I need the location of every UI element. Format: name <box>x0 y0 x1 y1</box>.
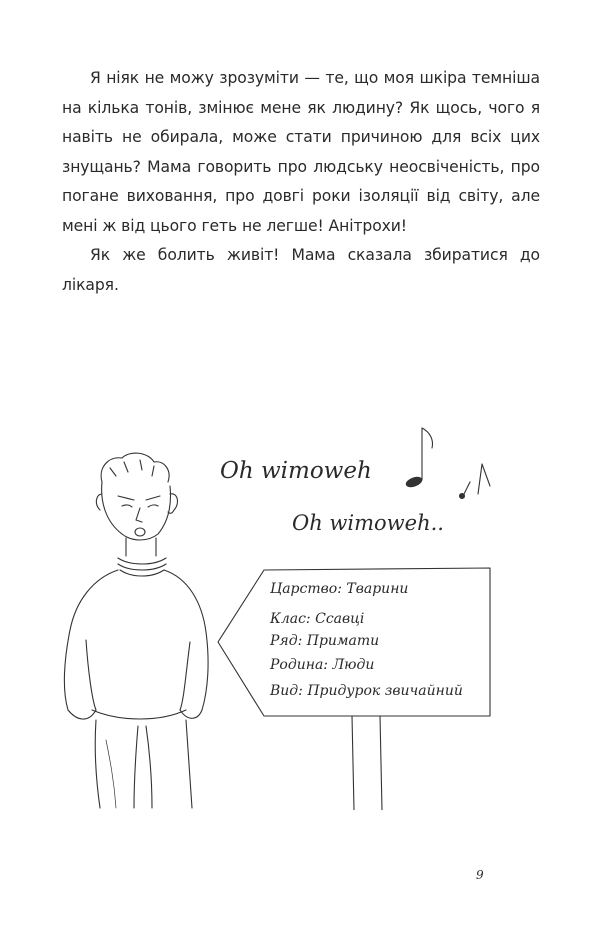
boy-drawing <box>64 453 208 808</box>
page-number: 9 <box>476 868 484 882</box>
sign-line-class: Клас: Ссавці <box>270 611 365 627</box>
sign-line-species: Вид: Придурок звичайний <box>270 683 463 699</box>
illustration <box>30 410 510 810</box>
music-notes-icon <box>405 428 490 499</box>
sign-line-family: Родина: Люди <box>270 657 375 673</box>
song-line-1: Oh wimoweh <box>220 458 372 484</box>
paragraph-1: Я ніяк не можу зрозуміти — те, що моя шкіра темніша на кілька тонів, змінює мене як людину? Як щось, чого я навіть не обирала, може стати причиною для всіх цих знущань? Мама говорить про людську неосвіченість, про погане виховання, про довгі роки ізоляції від світу, але мені ж від цього геть не легше! Анітрохи! <box>62 69 540 235</box>
song-line-2: Oh wimoweh.. <box>292 511 444 535</box>
paragraph-2: Як же болить живіт! Мама сказала збиратися до лікаря. <box>62 246 540 294</box>
main-text <box>62 64 540 300</box>
sign-line-kingdom: Царство: Тварини <box>270 581 409 597</box>
sign-line-order: Ряд: Примати <box>270 633 380 649</box>
